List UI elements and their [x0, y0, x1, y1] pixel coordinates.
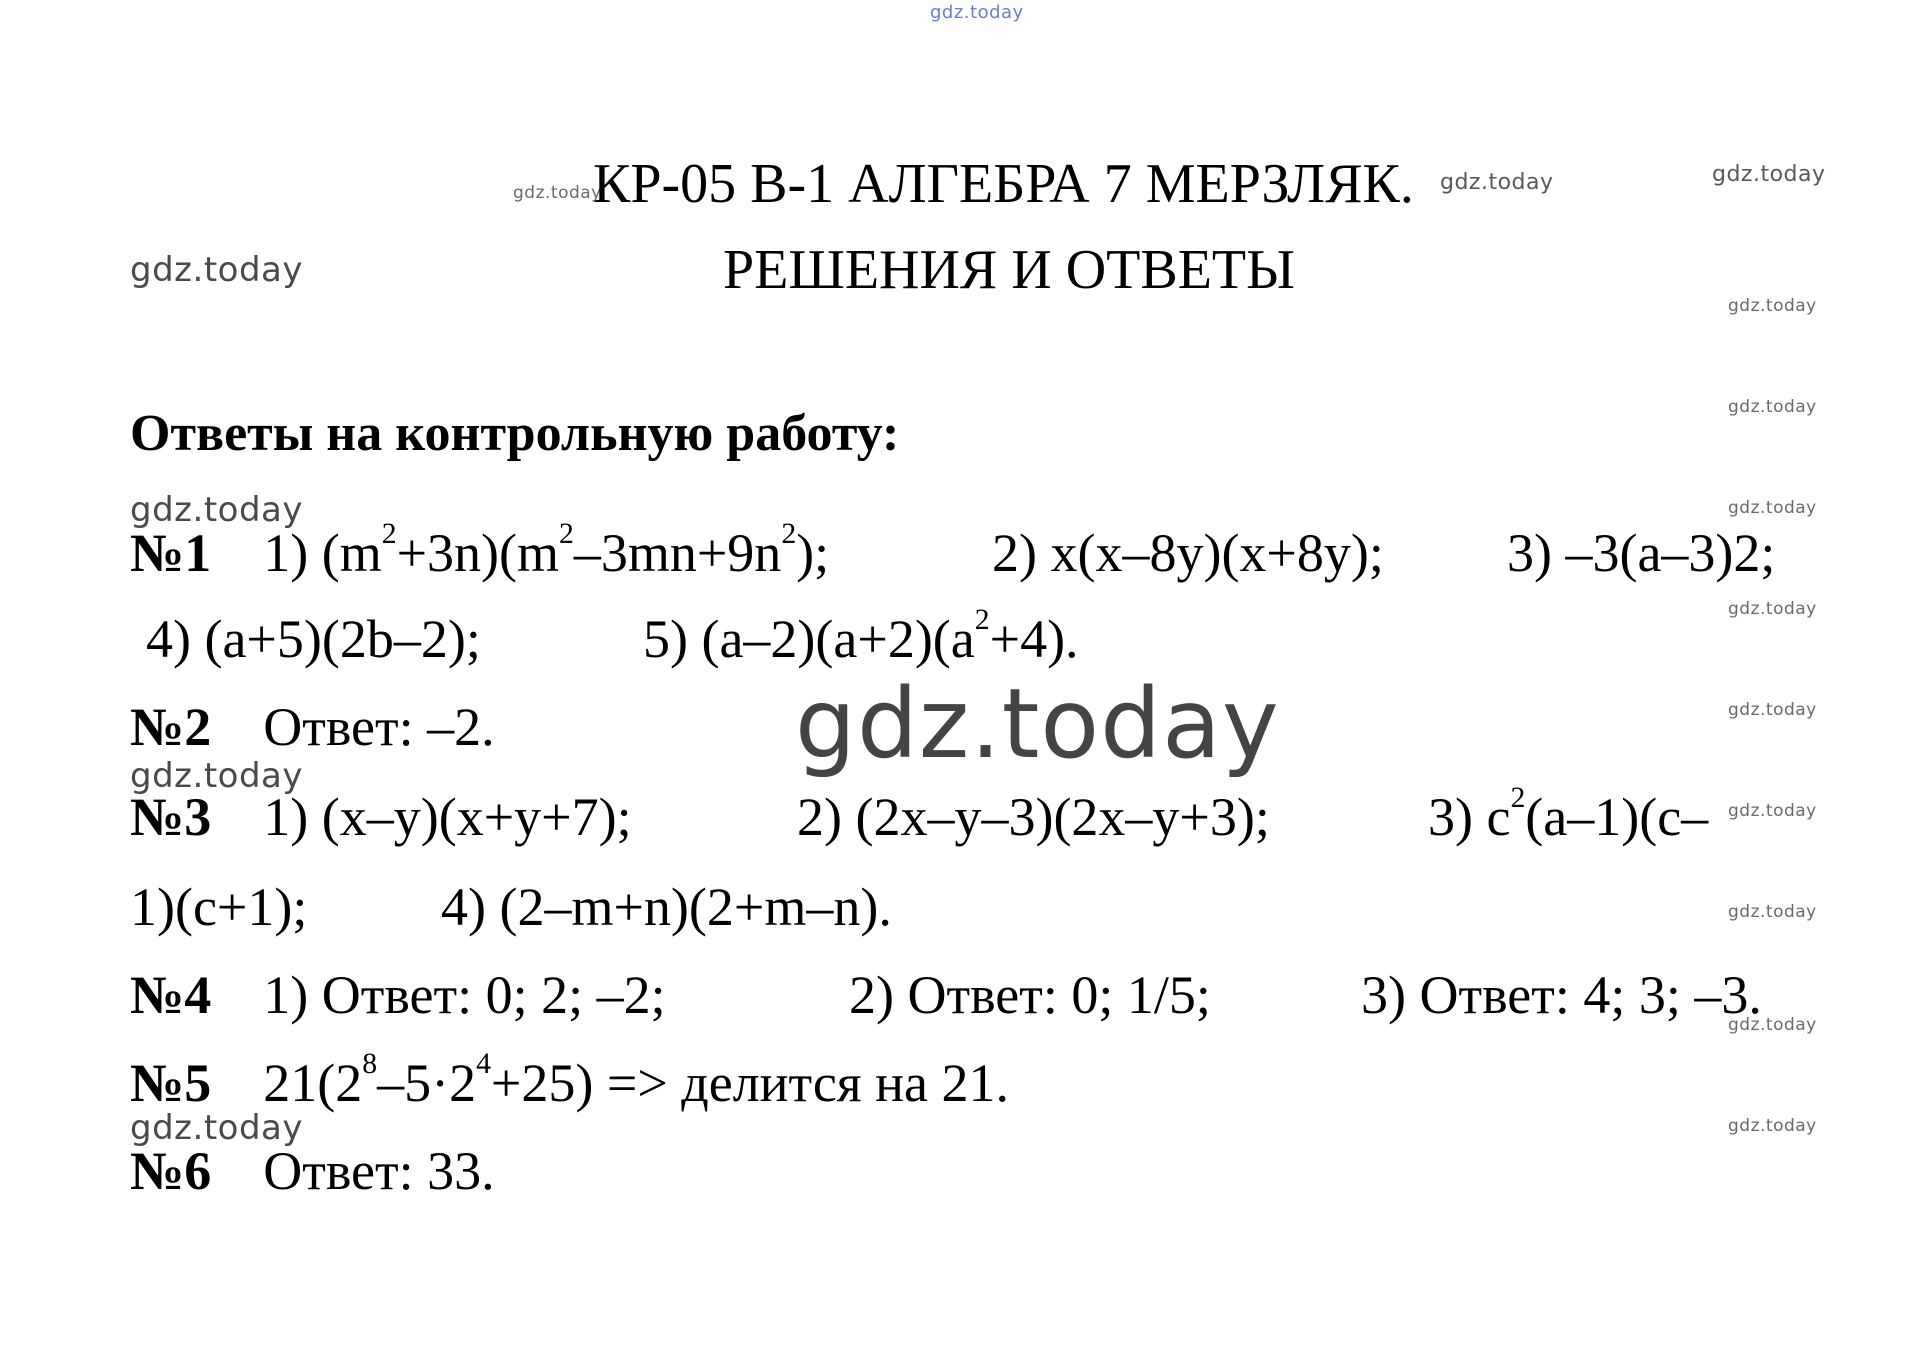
answer-6: №6 Ответ: 33. — [130, 1141, 495, 1201]
watermark: gdz.today — [130, 490, 303, 530]
watermark: gdz.today — [513, 183, 602, 203]
page-subtitle: РЕШЕНИЯ И ОТВЕТЫ — [723, 239, 1295, 301]
answer-4-line: №4 1) Ответ: 0; 2; –2; — [130, 965, 666, 1025]
answer-3-part-3-cont: 1)(c+1); — [130, 877, 308, 937]
watermark: gdz.today — [1728, 397, 1817, 417]
watermark: gdz.today — [1728, 296, 1817, 316]
answer-3-number: №3 — [130, 787, 212, 847]
answer-1-line-1: №1 1) $(m^2+3n)(m^2-3mn+9n^2)$; — [130, 517, 830, 583]
answer-3-line-1: №3 1) (x–y)(x+y+7); — [130, 787, 632, 847]
watermark-large: gdz.today — [795, 668, 1280, 780]
answer-1-part-2: 2) x(x–8y)(x+8y); — [992, 523, 1384, 583]
watermark: gdz.today — [1728, 1015, 1817, 1035]
watermark: gdz.today — [1440, 170, 1554, 195]
watermark: gdz.today — [130, 250, 303, 290]
watermark: gdz.today — [130, 756, 303, 796]
answer-5-number: №5 — [130, 1053, 212, 1113]
answer-1-part-3: 3) –3(a–3)2; — [1507, 523, 1776, 583]
answer-4-part-3: 3) Ответ: 4; 3; –3. — [1361, 965, 1762, 1025]
page-title: КР-05 В-1 АЛГЕБРА 7 МЕРЗЛЯК. — [593, 153, 1414, 215]
watermark: gdz.today — [1728, 599, 1817, 619]
answer-4-number: №4 — [130, 965, 212, 1025]
watermark: gdz.today — [1728, 700, 1817, 720]
watermark: gdz.today — [1728, 498, 1817, 518]
answer-3-part-3: 3) $c^2(a-1)(c-$ — [1428, 781, 1709, 847]
answer-1-number: №1 — [130, 523, 212, 583]
watermark: gdz.today — [1728, 1116, 1817, 1136]
answer-6-number: №6 — [130, 1141, 212, 1201]
answer-5: №5 $21(2^8-5\cdot 2^4+25)$ => делится на 21. — [130, 1047, 1009, 1113]
answer-2-number: №2 — [130, 697, 212, 757]
answer-1-part-5: 5) $(a-2)(a+2)(a^2+4)$. — [643, 603, 1079, 669]
section-heading: Ответы на контрольную работу: — [130, 405, 900, 462]
watermark: gdz.today — [130, 1108, 303, 1148]
answer-4-part-2: 2) Ответ: 0; 1/5; — [849, 965, 1211, 1025]
watermark-top: gdz.today — [930, 2, 1024, 23]
answer-3-part-4: 4) (2–m+n)(2+m–n). — [441, 877, 892, 937]
watermark: gdz.today — [1728, 902, 1817, 922]
watermark: gdz.today — [1712, 162, 1826, 187]
answer-2: №2 Ответ: –2. — [130, 697, 495, 757]
answer-1-part-4: 4) (a+5)(2b–2); — [146, 609, 481, 669]
answer-3-part-2: 2) (2x–y–3)(2x–y+3); — [797, 787, 1270, 847]
watermark: gdz.today — [1728, 801, 1817, 821]
